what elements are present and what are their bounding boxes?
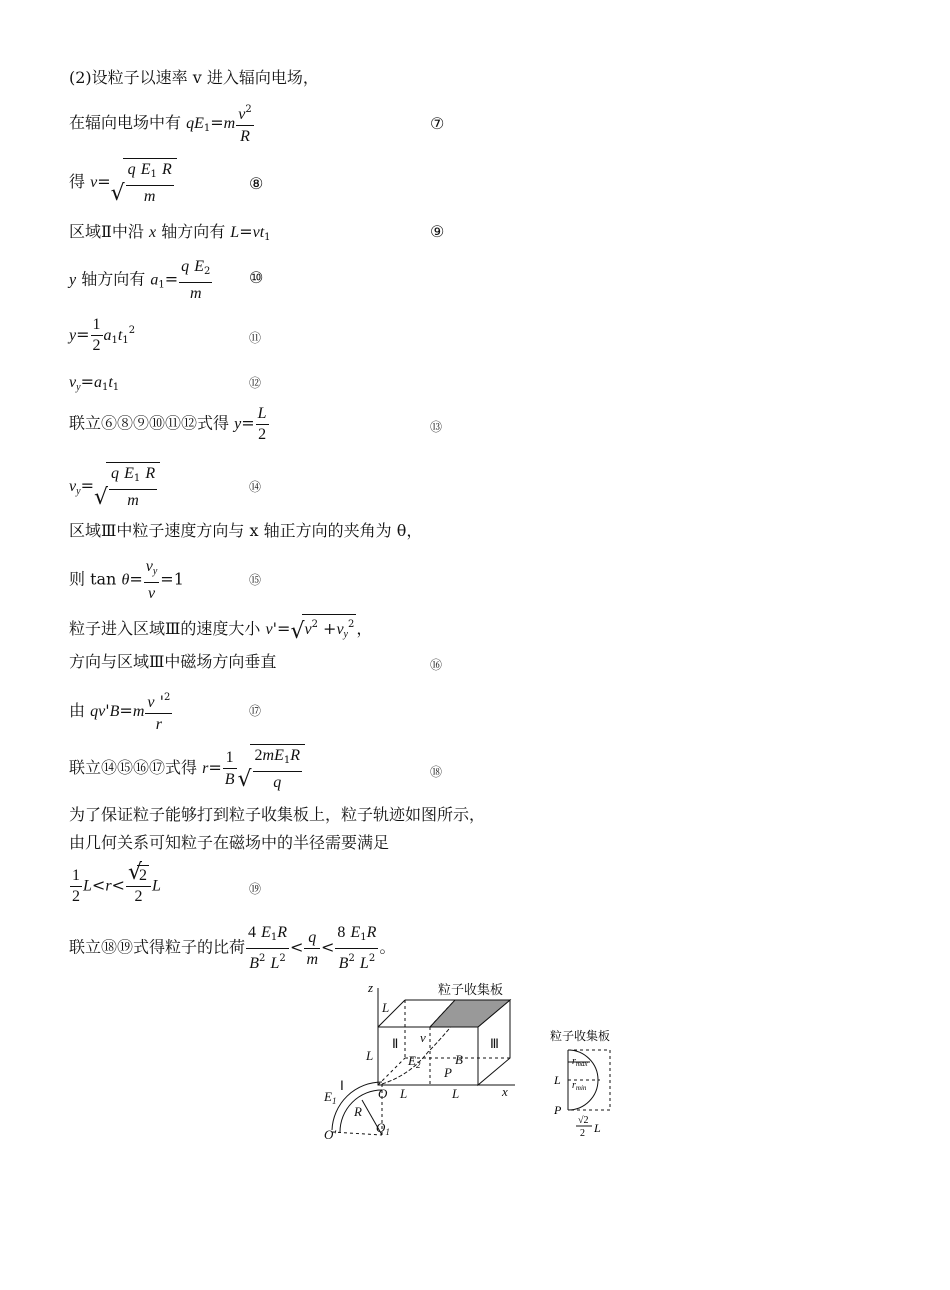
eq-number-8: ⑧ [249,174,264,193]
x-axis-label: x [502,1084,508,1099]
L-label-mini: L [554,1073,561,1087]
magnetic-force-equation: 由 qv'B=m $\frac{v '^2}{r}$ [69,688,173,735]
origin-label: O [378,1086,388,1101]
P-label-mini: P [554,1103,562,1117]
B-label: B [455,1052,463,1067]
radius-result: 联立⑭⑮⑯⑰式得 r= $\frac{1}{B}$ √ $\frac{2mE_1R}{q}$ [69,744,305,793]
r-min-label: $r_{min}$ [572,1080,587,1092]
region3-label: Ⅲ [490,1036,499,1051]
O1-label: $O_1$ [376,1120,390,1137]
L-label-x1: L [400,1086,408,1101]
L-label-left: L [366,1048,374,1063]
O-prime-label: O' [324,1127,337,1142]
direction-perpendicular-text: 方向与区域Ⅲ中磁场方向垂直 [69,652,277,671]
r-max-label: $r_{max}$ [572,1056,588,1068]
velocity-equation: 得 v= √ $\frac{q E_1 R}{m}$ [69,158,177,207]
eq-number-14: ⑭ [249,480,262,494]
eq-number-10: ⑩ [249,268,264,287]
tan-theta-equation: 则 tan θ= $\frac{v_y}{v}$ =1 [69,558,184,602]
vy-equation: $v_y=a_1t_1$ [69,372,120,393]
region1-label: Ⅰ [340,1078,344,1093]
radial-field-equation: 在辐向电场中有 $qE_1=m$ $\frac{v^2}{R}$ [69,100,255,147]
solution-part2-intro: (2)设粒子以速率 v 进入辐向电场， [69,68,319,87]
half-sqrt2-den: 2 [580,1128,585,1139]
collector-condition-text: 为了保证粒子能够打到粒子收集板上，粒子轨迹如图所示， [69,805,486,824]
collector-label: 粒子收集板 [438,982,504,997]
L-label-top: L [382,1000,390,1015]
y-displacement-equation: y= $\frac{1}{2}$ $a_1t_1^2$ [69,316,136,354]
region2-label: Ⅱ [392,1036,399,1051]
eq-number-13: ⑬ [430,420,443,434]
eq-number-15: ⑮ [249,573,262,587]
collector-plate [430,1000,510,1027]
region2-y-accel-equation: y 轴方向有 $a_1=$ $\frac{q E_2}{m}$ [69,258,211,302]
R-label: R [354,1104,362,1119]
eq-number-11: ⑪ [249,331,262,345]
geometry-condition-text: 由几何关系可知粒子在磁场中的半径需要满足 [69,833,390,852]
half-sqrt2-num: √2 [578,1115,589,1126]
eq-number-12: ⑫ [249,376,262,390]
P-label: P [444,1065,452,1080]
collector-label-2: 粒子收集板 [550,1029,611,1043]
E2-label: $E_2$ [408,1053,421,1070]
v-prime-magnitude: 粒子进入区域Ⅲ的速度大小 v'=√ $v^2 +v_y^2$ ， [69,614,372,645]
trajectory-diagram [310,980,640,1150]
E1-label: $E_1$ [324,1089,337,1106]
eq-number-18: ⑱ [430,765,443,779]
eq-number-16: ⑯ [430,658,443,672]
charge-mass-ratio-result: 联立⑱⑲式得粒子的比荷 $\frac{4 E_1R}{B^2 L^2}$ < $\frac{q}{m}$ < $\frac{8 E_1R}{B^2 L^2}$ 。 [69,924,396,972]
region2-x-equation: 区域Ⅱ中沿 x 轴方向有 $L=vt_1$ [69,222,271,243]
radius-range-inequality: $\frac{1}{2}$ L<r< √ $\frac{2}{2}$ L [69,865,161,907]
combined-y-result: 联立⑥⑧⑨⑩⑪⑫式得 y= $\frac{L}{2}$ [69,405,267,443]
z-axis-label: z [368,980,374,995]
v-label: v [420,1030,426,1045]
eq-number-9: ⑨ [430,222,445,241]
eq-number-19: ⑲ [249,882,262,896]
eq-number-7: ⑦ [430,114,445,133]
L-label-x2: L [452,1086,460,1101]
L-label-mini-bottom: L [594,1121,601,1135]
eq-number-17: ⑰ [249,704,262,718]
vy-result: $v_y=$ √ $\frac{q E_1 R}{m}$ [69,462,160,511]
region3-angle-text: 区域Ⅲ中粒子速度方向与 x 轴正方向的夹角为 θ， [69,521,423,540]
